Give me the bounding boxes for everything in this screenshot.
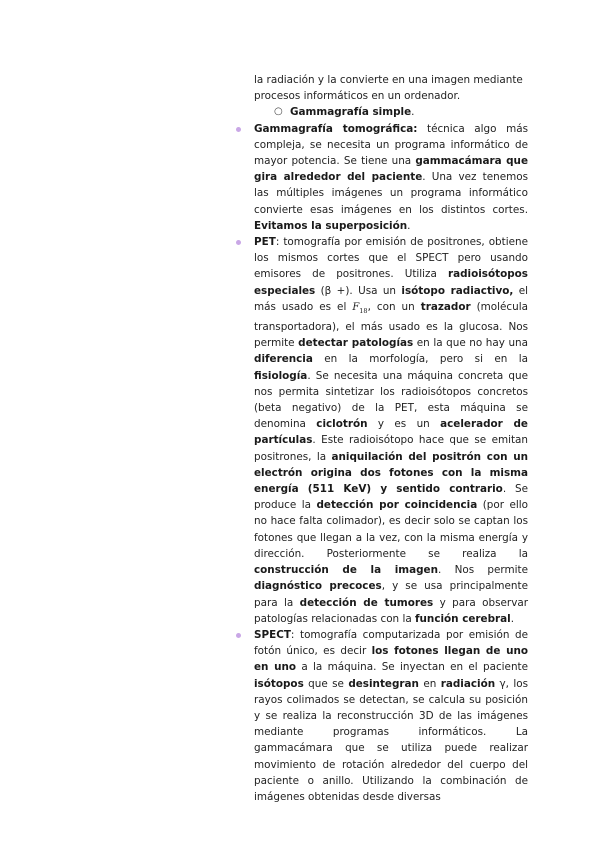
sub-list-item [254, 104, 528, 120]
text: . [510, 612, 515, 625]
list-item-gammagrafia [254, 121, 528, 234]
bold-text: fisiología [254, 369, 308, 382]
text: (molécula transportadora), el más usado es la glucosa. Nos permite [254, 300, 528, 350]
text: y es un [367, 418, 441, 431]
bullet-icon [236, 633, 241, 638]
text: γ, los rayos colimados se detectan, se calcula su posición y se realiza la reconstrucción 3D de las imágenes mediante programas informáticos. La gammacámara que se utiliza puede realizar movimiento de rotación alrededor del cuerpo del paciente o anillo. Utilizando la combinación de imágenes obtenidas desde diversas [254, 677, 528, 803]
text: técnica algo más compleja, se necesita un programa informático de mayor potencia. Se tiene una [254, 122, 528, 168]
hollow-circle-bullet-icon: ○ [274, 106, 283, 118]
text: , y se usa principalmente para la [254, 580, 528, 609]
text-column [254, 72, 528, 805]
bold-text: trazador [420, 300, 471, 313]
text: . Este radioisótopo hace que se emitan positrones, la [254, 434, 528, 463]
sub-item-period: . [411, 106, 415, 119]
text: : tomografía por emisión de positrones, obtiene los mismos cortes que el SPECT pero usando emisores de positrones. Utiliza [254, 236, 528, 281]
bold-text: radioisótopos especiales [254, 268, 528, 297]
bold-text: detectar patologías [298, 337, 414, 350]
bold-text: detección por coincidencia [316, 499, 478, 512]
bold-text: gammacámara que gira alrededor del paciente [254, 155, 528, 184]
text: . Una vez tenemos las múltiples imágenes un programa informático convierte esas imágenes en los distintos cortes. [254, 171, 529, 216]
text: el más usado es el [254, 284, 528, 313]
list-item-spect [254, 627, 528, 805]
term-spect: SPECT [254, 628, 291, 641]
text: : tomografía computarizada por emisión de fotón único, es decir [254, 628, 528, 658]
bold-text: acelerador de partículas [254, 418, 528, 447]
bold-text: función cerebral [415, 612, 511, 625]
bullet-icon [236, 127, 241, 132]
term-gammagrafia: Gammagrafía tomográfica: [254, 122, 418, 135]
isotope-formula [352, 302, 367, 313]
text: en la que no hay una [413, 337, 528, 350]
text: . [407, 219, 411, 232]
text: (β +). Usa un [315, 284, 402, 297]
text: (por ello no hace falta colimador), es decir solo se captan los fotones que llegan a la vez, con la misma energía y dirección. Posteriormente se realiza la [254, 499, 528, 560]
text: . Se produce la [254, 483, 528, 512]
text: en [418, 677, 441, 690]
list-item-pet [254, 234, 528, 627]
bold-text: ciclotrón [316, 418, 368, 431]
text: que se [303, 677, 349, 690]
bold-text: los fotones llegan de uno en uno [254, 645, 528, 674]
bold-text: diagnóstico precoces [254, 580, 382, 593]
formula-letter: F [352, 301, 360, 313]
text: en la morfología, pero si en la [312, 353, 528, 366]
bold-text: desintegran [348, 677, 419, 690]
intro-line-1: la radiación y la convierte en una imagen mediante [254, 74, 523, 86]
text: . Se necesita una máquina concreta que nos permita sintetizar los radioisótopos concretos (beta negativo) de la PET, esta máquina se denomina [254, 369, 528, 431]
bold-text: radiación [440, 677, 496, 690]
bold-text: diferencia [254, 353, 313, 366]
bold-text: isótopo radiactivo, [401, 284, 514, 297]
term-pet: PET [254, 236, 276, 249]
bullet-icon [236, 240, 241, 245]
bold-text: isótopos [254, 677, 304, 690]
intro-line-2: procesos informáticos en un ordenador. [254, 90, 461, 103]
intro-paragraph [254, 72, 528, 104]
bold-text: construcción de la imagen [254, 564, 438, 577]
bold-text: aniquilación del positrón con un electrón origina dos fotones con la misma energía (511 KeV) y sentido contrario [254, 450, 528, 496]
bold-text: Evitamos la superposición [254, 219, 408, 232]
bold-text: detección de tumores [299, 596, 434, 609]
text: , con un [367, 300, 421, 313]
text: y para observar patologías relacionadas con la [254, 596, 528, 625]
text: a la máquina. Se inyectan en el paciente [296, 661, 528, 674]
formula-subscript: 18 [359, 306, 368, 315]
text: . Nos permite [437, 564, 528, 577]
sub-item-label: Gammagrafía simple [290, 106, 412, 119]
